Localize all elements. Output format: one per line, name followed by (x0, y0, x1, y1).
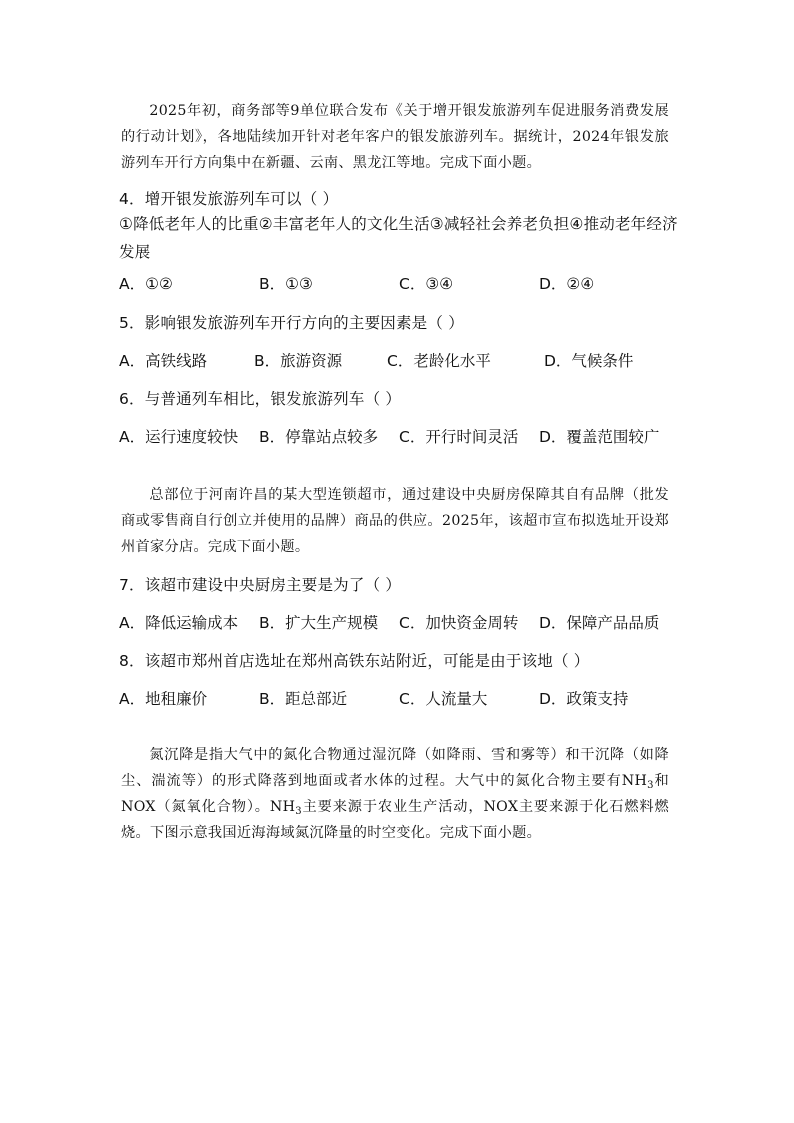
question-7-options (119, 609, 679, 637)
subscript-3: 3 (295, 806, 302, 817)
option-d[interactable]: D．覆盖范围较广 (539, 428, 660, 446)
question-5-options (119, 347, 679, 375)
option-c[interactable]: C．人流量大 (399, 690, 488, 708)
option-b[interactable]: B．旅游资源 (254, 352, 343, 370)
question-4-options (119, 270, 679, 298)
question-6-options (119, 423, 679, 451)
option-a[interactable]: A．高铁线路 (119, 352, 208, 370)
option-a[interactable]: A．①② (119, 275, 173, 293)
subscript-3: 3 (647, 780, 654, 791)
option-b[interactable]: B．停靠站点较多 (259, 428, 379, 446)
passage-nitrogen-deposition (121, 742, 669, 846)
question-4-items: ①降低老年人的比重②丰富老年人的文化生活③减轻社会养老负担④推动老年经济发展 (119, 215, 678, 261)
question-8-options (119, 685, 679, 713)
option-c[interactable]: C．老龄化水平 (387, 352, 491, 370)
question-4-stem: 4．增开银发旅游列车可以（ ） (119, 190, 339, 208)
passage-silver-train: 2025年初，商务部等9单位联合发布《关于增开银发旅游列车促进服务消费发展的行动计划》，各地陆续加开针对老年客户的银发旅游列车。据统计，2024年银发旅游列车开行方向集中在新疆、云南、黑龙江等地。完成下面小题。 (121, 103, 669, 171)
option-d[interactable]: D．政策支持 (539, 690, 629, 708)
option-b[interactable]: B．扩大生产规模 (259, 614, 379, 632)
option-c[interactable]: C．开行时间灵活 (399, 428, 519, 446)
option-d[interactable]: D．保障产品品质 (539, 614, 660, 632)
option-a[interactable]: A．地租廉价 (119, 690, 208, 708)
passage-text-2: 和NOX（氮氧化合物）。NH (121, 773, 669, 815)
option-a[interactable]: A．运行速度较快 (119, 428, 239, 446)
passage-text-1: 氮沉降是指大气中的氮化合物通过湿沉降（如降雨、雪和雾等）和干沉降（如降尘、湍流等）的形式降落到地面或者水体的过程。大气中的氮化合物主要有NH (121, 747, 669, 789)
option-a[interactable]: A．降低运输成本 (119, 614, 239, 632)
option-c[interactable]: C．加快资金周转 (399, 614, 519, 632)
option-b[interactable]: B．距总部近 (259, 690, 348, 708)
passage-text-3: 主要来源于农业生产活动，NOX主要来源于化石燃料燃烧。下图示意我国近海海域氮沉降量的时空变化。完成下面小题。 (121, 799, 669, 841)
question-8-stem: 8．该超市郑州首店选址在郑州高铁东站附近，可能是由于该地（ ） (119, 652, 590, 670)
question-7-stem: 7．该超市建设中央厨房主要是为了（ ） (119, 576, 402, 594)
question-5-stem: 5．影响银发旅游列车开行方向的主要因素是（ ） (119, 314, 464, 332)
question-6-stem: 6．与普通列车相比，银发旅游列车（ ） (119, 390, 402, 408)
option-d[interactable]: D．气候条件 (544, 352, 634, 370)
option-d[interactable]: D．②④ (539, 275, 595, 293)
option-c[interactable]: C．③④ (399, 275, 454, 293)
passage-supermarket: 总部位于河南许昌的某大型连锁超市，通过建设中央厨房保障其自有品牌（批发商或零售商自行创立并使用的品牌）商品的供应。2025年，该超市宣布拟选址开设郑州首家分店。完成下面小题。 (121, 487, 669, 555)
option-b[interactable]: B．①③ (259, 275, 313, 293)
